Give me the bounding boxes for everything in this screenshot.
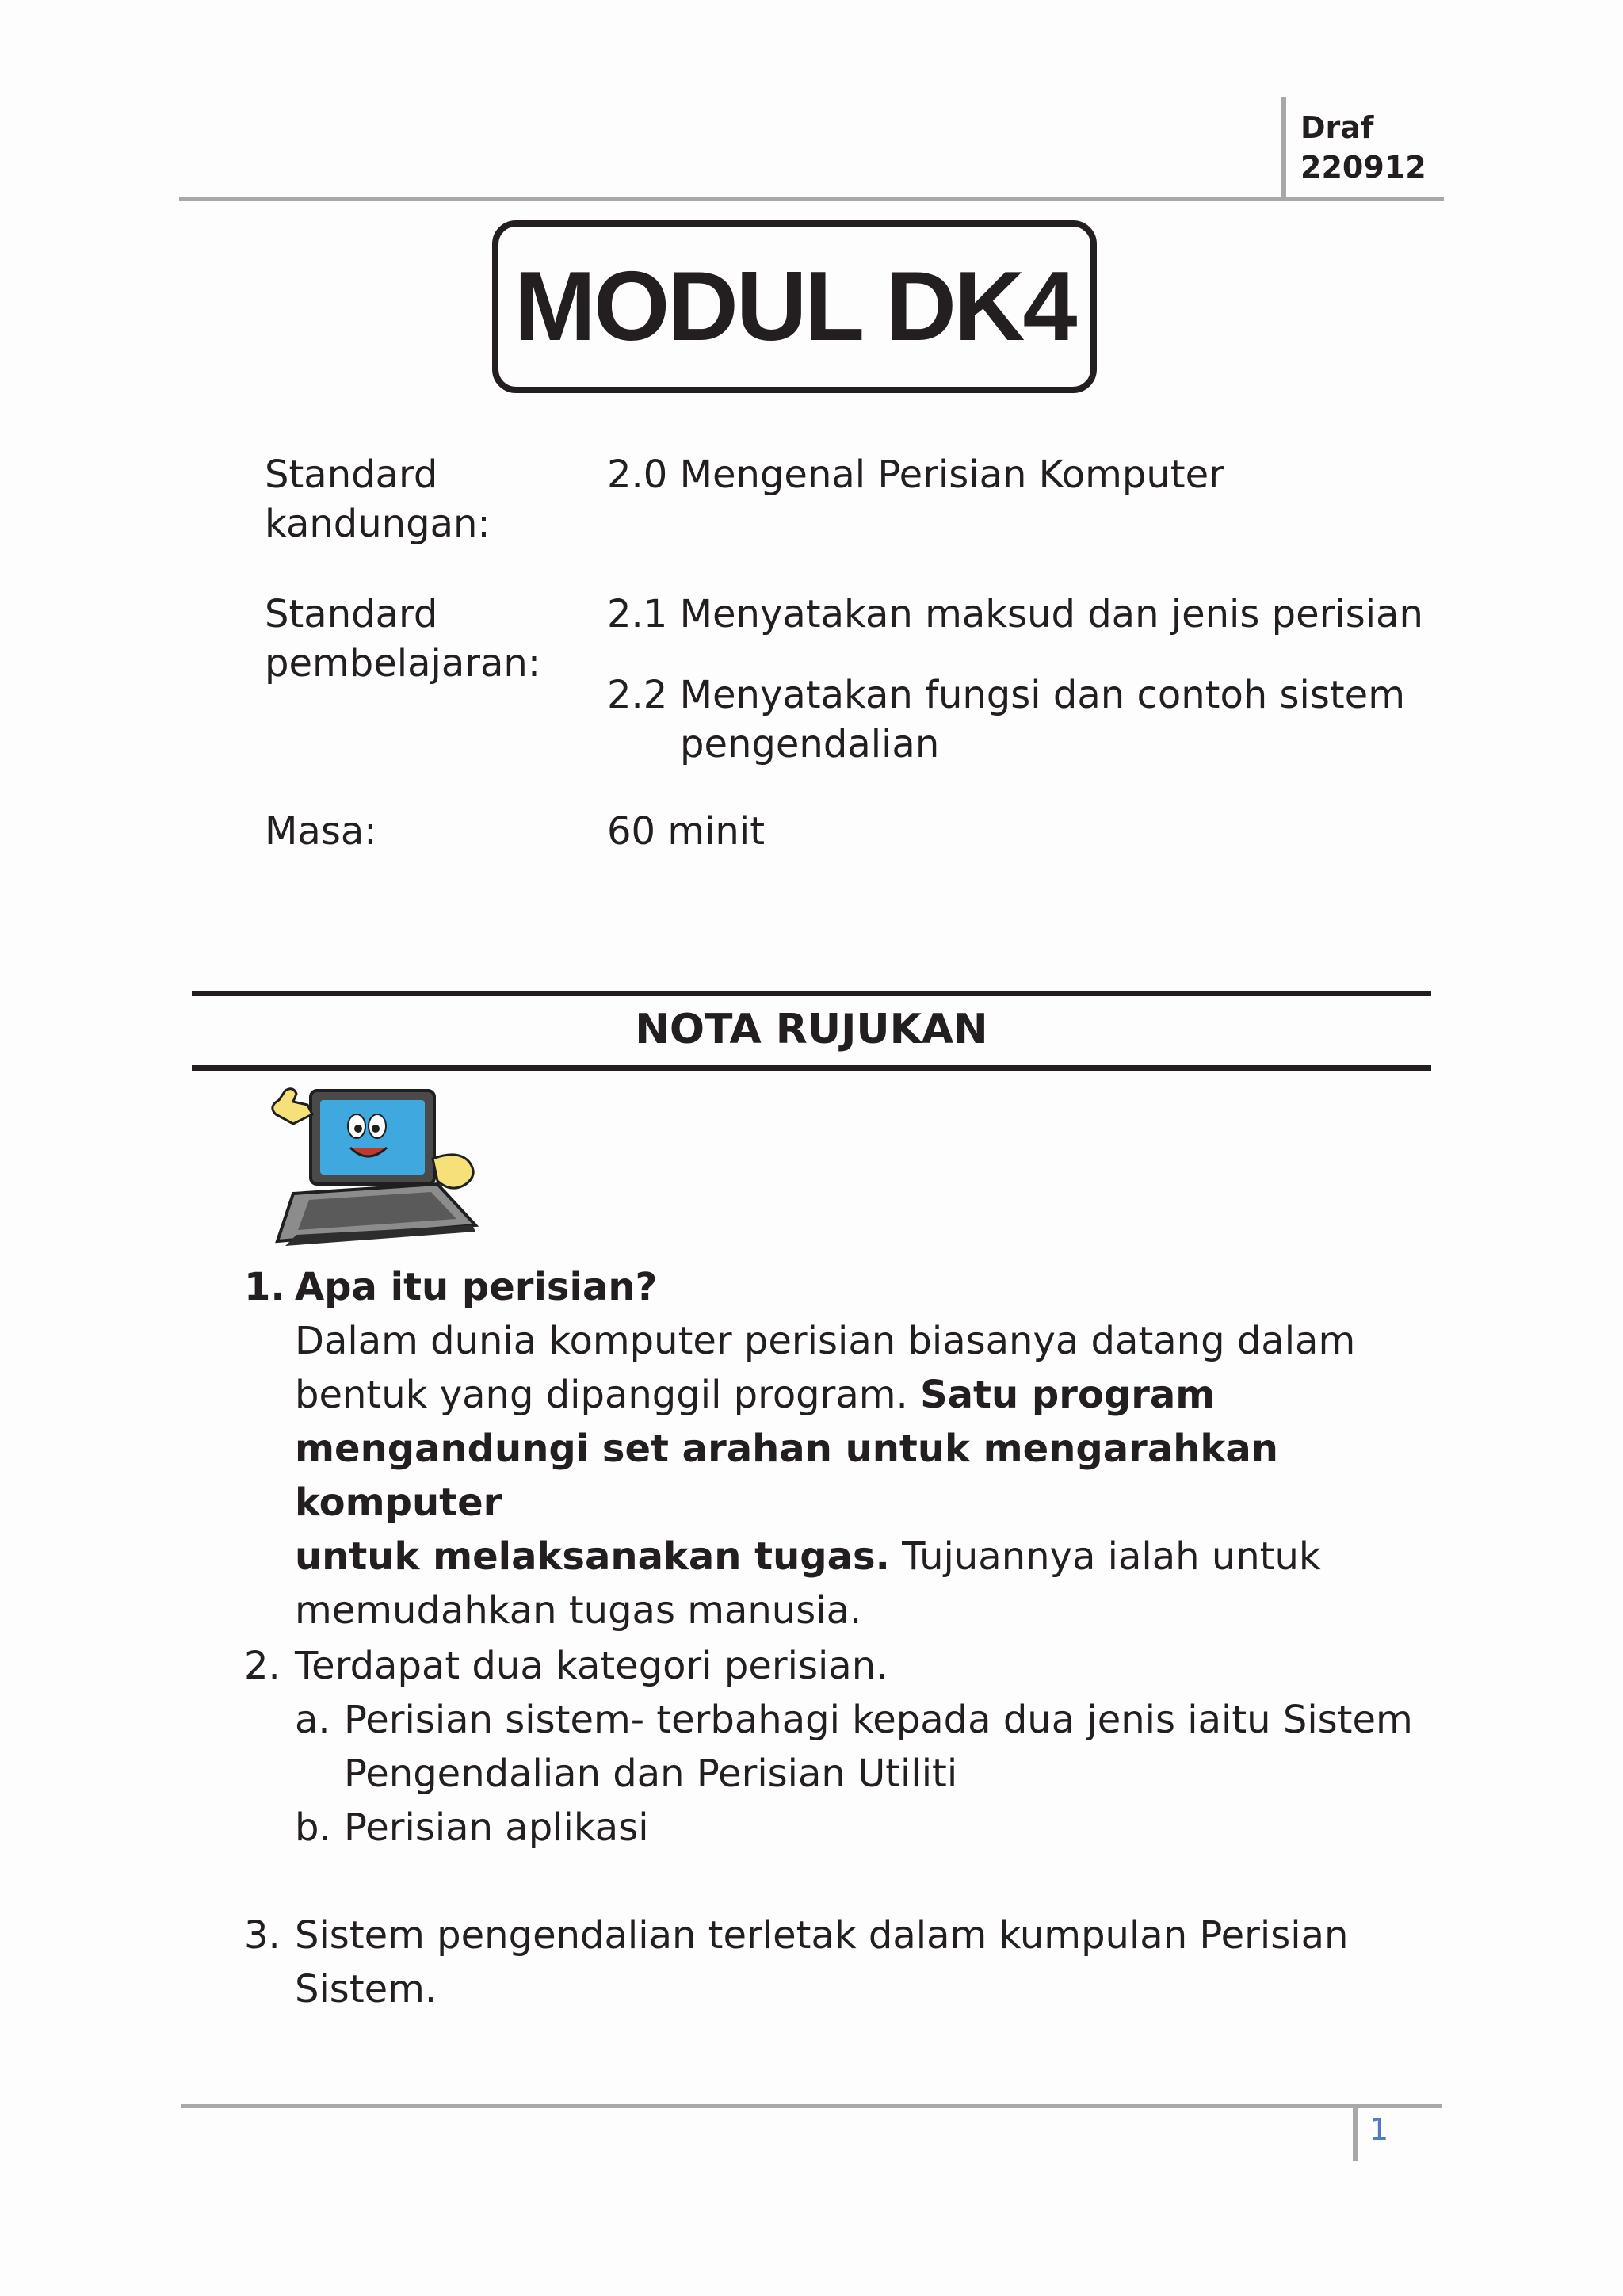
- section-heading: NOTA RUJUKAN: [635, 1006, 988, 1053]
- label-line: pembelajaran:: [265, 641, 540, 686]
- text-span: bentuk yang dipanggil program.: [295, 1373, 921, 1417]
- standard-kandungan-value: 2.0 Mengenal Perisian Komputer: [607, 453, 1224, 497]
- laptop-mascot-icon: [262, 1083, 491, 1252]
- list-item-3: [295, 1908, 1420, 2016]
- standard-kandungan-label: [265, 450, 491, 548]
- item-line: pengendalian: [680, 722, 940, 766]
- sub-item-b: Perisian aplikasi: [344, 1805, 649, 1850]
- paragraph-line: Dalam dunia komputer perisian biasanya datang dalam: [295, 1319, 1356, 1363]
- sub-letter: a.: [295, 1698, 330, 1742]
- paragraph-line: Perisian sistem- terbahagi kepada dua jenis iaitu Sistem: [344, 1698, 1413, 1742]
- sub-letter: b.: [295, 1805, 331, 1850]
- draft-stamp: [1300, 108, 1426, 187]
- list-number: 2.: [244, 1644, 281, 1688]
- sub-item-a: [344, 1693, 1430, 1801]
- module-title-box: [492, 220, 1097, 393]
- bold-text-span: Satu program: [920, 1373, 1216, 1417]
- section-rule-bottom: [192, 1065, 1431, 1071]
- paragraph-line: mengandungi set arahan untuk mengarahkan komputer: [295, 1427, 1278, 1525]
- draft-label: Draf: [1300, 110, 1374, 145]
- paragraph-line: Sistem pengendalian terletak dalam kumpulan Perisian: [295, 1913, 1349, 1958]
- list-item-2: [295, 1639, 1420, 1693]
- paragraph-line: [295, 1368, 1420, 1422]
- footer-rule: [181, 2104, 1442, 2108]
- learning-standard-item-2: [607, 670, 1405, 769]
- header-divider-vertical: [1281, 97, 1286, 198]
- section-rule-top: [192, 991, 1431, 996]
- list-item-1: [295, 1260, 1420, 1637]
- label-line: Standard: [265, 453, 438, 497]
- text-span: Tujuannya ialah untuk: [889, 1534, 1321, 1579]
- masa-label: Masa:: [265, 809, 377, 854]
- page-number: 1: [1369, 2112, 1389, 2147]
- paragraph-line: [295, 1530, 1420, 1584]
- paragraph-line: Sistem.: [295, 1967, 437, 2011]
- item-line: 2.2 Menyatakan fungsi dan contoh sistem: [607, 673, 1405, 717]
- paragraph-line: Terdapat dua kategori perisian.: [295, 1644, 888, 1688]
- learning-standard-item-1: 2.1 Menyatakan maksud dan jenis perisian: [607, 592, 1423, 636]
- list-number: 3.: [244, 1913, 281, 1958]
- label-line: kandungan:: [265, 502, 491, 546]
- header-rule: [179, 197, 1444, 201]
- list-number: 1.: [244, 1265, 285, 1309]
- paragraph-line: Pengendalian dan Perisian Utiliti: [344, 1752, 958, 1796]
- bold-text-span: untuk melaksanakan tugas.: [295, 1534, 890, 1579]
- paragraph-line: memudahkan tugas manusia.: [295, 1588, 862, 1633]
- label-line: Standard: [265, 592, 438, 636]
- draft-code: 220912: [1300, 150, 1426, 185]
- list-item-title: Apa itu perisian?: [295, 1265, 658, 1309]
- masa-value: 60 minit: [607, 809, 766, 854]
- footer-divider-vertical: [1353, 2104, 1358, 2161]
- module-title: MODUL DK4: [514, 252, 1075, 361]
- standard-pembelajaran-label: [265, 590, 540, 688]
